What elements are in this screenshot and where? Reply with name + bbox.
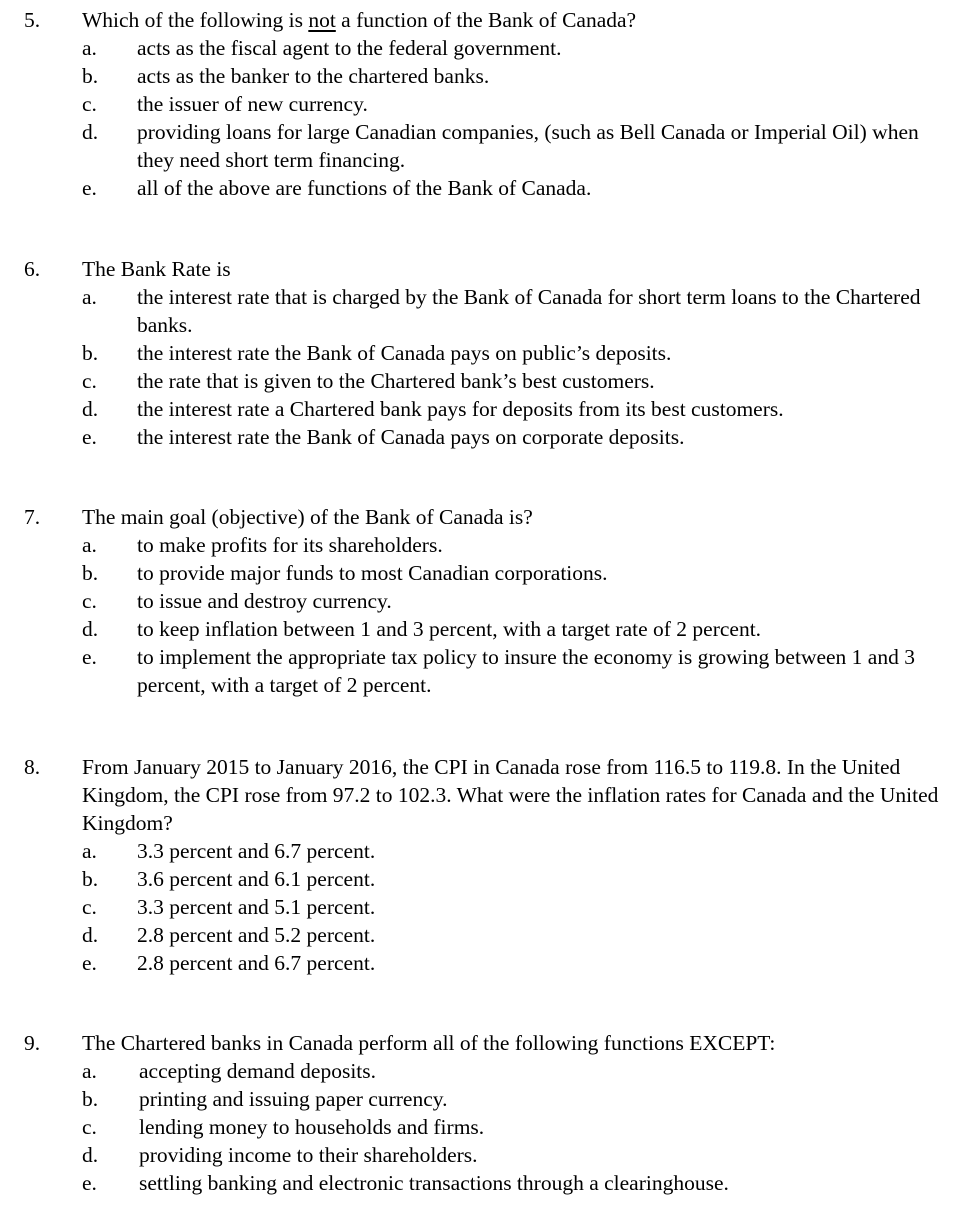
option-letter: a. [82, 533, 97, 557]
option-letter: b. [82, 341, 99, 365]
option-a [0, 1057, 968, 1085]
option-letter: d. [82, 923, 99, 947]
option-text: to make profits for its shareholders. [137, 533, 443, 557]
question-stem: The main goal (objective) of the Bank of Canada is? [82, 505, 533, 529]
option-letter: d. [82, 617, 99, 641]
option-b [0, 339, 968, 367]
option-text: providing income to their shareholders. [139, 1143, 478, 1167]
option-letter: b. [82, 867, 99, 891]
option-c [0, 90, 968, 118]
option-a [0, 34, 968, 62]
option-text: settling banking and electronic transactions through a clearinghouse. [139, 1171, 729, 1195]
question-number: 5. [24, 8, 41, 32]
option-text: the rate that is given to the Chartered bank’s best customers. [137, 369, 655, 393]
option-d [0, 118, 968, 174]
options-list [0, 837, 968, 977]
option-text: to issue and destroy currency. [137, 589, 392, 613]
option-letter: c. [82, 369, 97, 393]
option-letter: e. [82, 176, 97, 200]
option-b [0, 1085, 968, 1113]
options-list [0, 34, 968, 202]
option-letter: b. [82, 64, 99, 88]
option-b [0, 62, 968, 90]
option-text: printing and issuing paper currency. [139, 1087, 448, 1111]
option-text: 3.3 percent and 5.1 percent. [137, 895, 376, 919]
option-b [0, 865, 968, 893]
option-letter: d. [82, 120, 99, 144]
option-e [0, 1169, 968, 1197]
option-letter: c. [82, 92, 97, 116]
option-text: to keep inflation between 1 and 3 percent, with a target rate of 2 percent. [137, 617, 762, 641]
option-text: to implement the appropriate tax policy to insure the economy is growing between 1 and 3 percent, with a target of 2 percent. [137, 645, 915, 697]
option-text: 3.6 percent and 6.1 percent. [137, 867, 376, 891]
option-letter: c. [82, 589, 97, 613]
option-letter: e. [82, 951, 97, 975]
option-letter: a. [82, 839, 97, 863]
option-d [0, 1141, 968, 1169]
option-e [0, 949, 968, 977]
option-d [0, 615, 968, 643]
option-c [0, 587, 968, 615]
option-letter: e. [82, 645, 97, 669]
option-letter: a. [82, 1059, 97, 1083]
option-b [0, 559, 968, 587]
option-text: the interest rate that is charged by the Bank of Canada for short term loans to the Chartered banks. [137, 285, 921, 337]
option-a [0, 283, 968, 339]
question-stem: The Bank Rate is [82, 257, 231, 281]
question-stem: Which of the following is not a function of the Bank of Canada? [82, 8, 637, 32]
option-text: the interest rate a Chartered bank pays for deposits from its best customers. [137, 397, 784, 421]
option-c [0, 1113, 968, 1141]
option-a [0, 837, 968, 865]
option-letter: c. [82, 1115, 97, 1139]
question-number: 9. [24, 1031, 41, 1055]
option-letter: e. [82, 1171, 97, 1195]
option-text: 2.8 percent and 5.2 percent. [137, 923, 376, 947]
option-letter: d. [82, 1143, 99, 1167]
option-letter: b. [82, 561, 99, 585]
option-e [0, 643, 968, 699]
option-text: to provide major funds to most Canadian corporations. [137, 561, 608, 585]
option-d [0, 921, 968, 949]
option-e [0, 174, 968, 202]
option-text: providing loans for large Canadian companies, (such as Bell Canada or Imperial Oil) when they need short term financing. [137, 120, 919, 172]
question-number: 8. [24, 755, 41, 779]
options-list [0, 1057, 968, 1197]
option-text: lending money to households and firms. [139, 1115, 485, 1139]
option-c [0, 367, 968, 395]
option-letter: d. [82, 397, 99, 421]
option-text: acts as the banker to the chartered banks. [137, 64, 490, 88]
option-text: the interest rate the Bank of Canada pays on public’s deposits. [137, 341, 672, 365]
option-letter: b. [82, 1087, 99, 1111]
option-text: all of the above are functions of the Bank of Canada. [137, 176, 592, 200]
option-text: 2.8 percent and 6.7 percent. [137, 951, 376, 975]
emphasis-not: not [308, 8, 336, 32]
option-c [0, 893, 968, 921]
option-text: 3.3 percent and 6.7 percent. [137, 839, 376, 863]
option-text: the issuer of new currency. [137, 92, 368, 116]
option-letter: a. [82, 285, 97, 309]
options-list [0, 531, 968, 699]
option-d [0, 395, 968, 423]
option-a [0, 531, 968, 559]
option-text: acts as the fiscal agent to the federal government. [137, 36, 562, 60]
option-letter: a. [82, 36, 97, 60]
question-number: 7. [24, 505, 41, 529]
question-number: 6. [24, 257, 41, 281]
option-text: the interest rate the Bank of Canada pays on corporate deposits. [137, 425, 685, 449]
options-list [0, 283, 968, 451]
question-stem: The Chartered banks in Canada perform all of the following functions EXCEPT: [82, 1031, 776, 1055]
option-letter: c. [82, 895, 97, 919]
option-text: accepting demand deposits. [139, 1059, 377, 1083]
question-stem: From January 2015 to January 2016, the CPI in Canada rose from 116.5 to 119.8. In the United Kingdom, the CPI rose from 97.2 to 102.3. What were the inflation rates for Canada and the United Kingdom? [82, 755, 939, 835]
option-letter: e. [82, 425, 97, 449]
option-e [0, 423, 968, 451]
